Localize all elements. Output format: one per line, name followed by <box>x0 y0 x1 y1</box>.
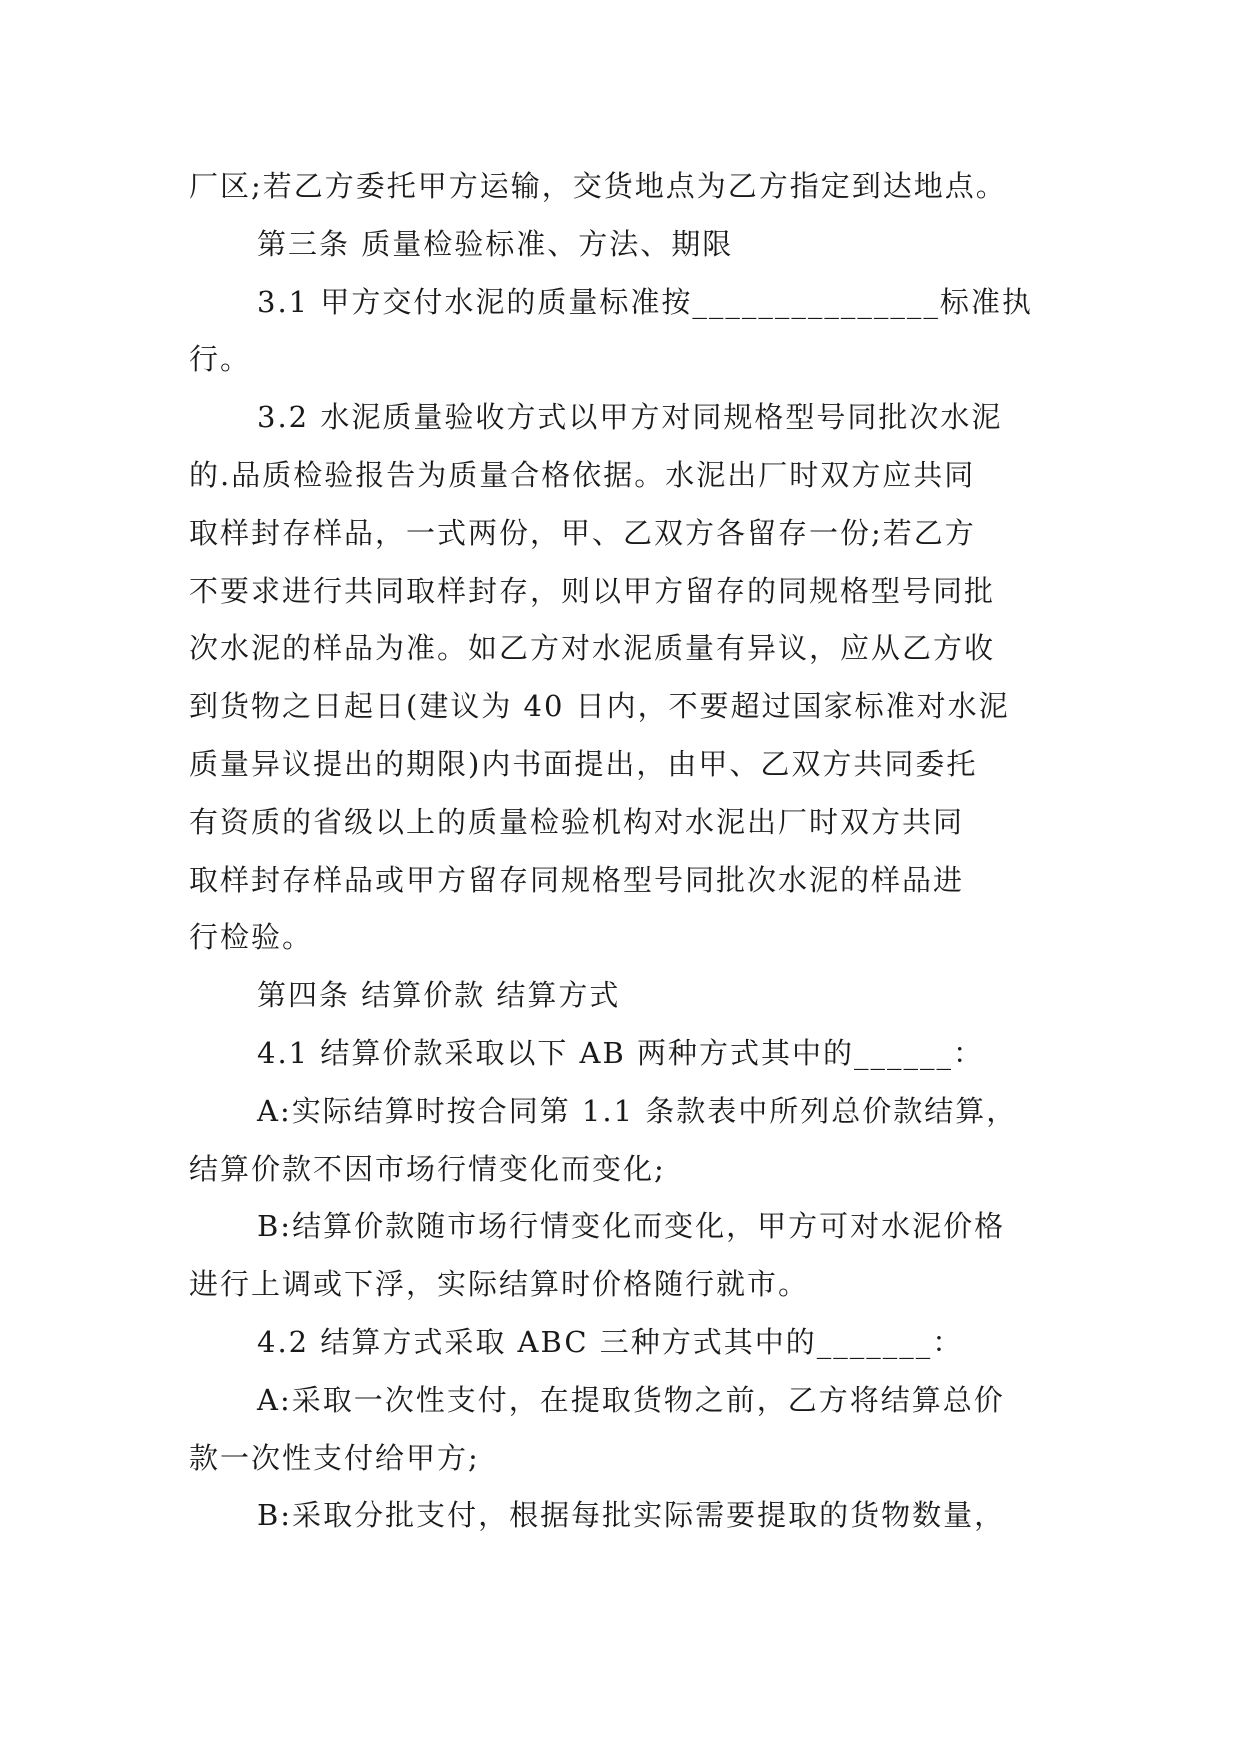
clause-3-1-line: 3.1 甲方交付水泥的质量标准按_______________标准执 <box>257 284 1033 319</box>
text-line: 结算价款不因市场行情变化而变化; <box>189 1151 666 1186</box>
section-heading-article-3: 第三条 质量检验标准、方法、期限 <box>257 226 734 261</box>
clause-3-2-line: 3.2 水泥质量验收方式以甲方对同规格型号同批次水泥 <box>257 400 1003 435</box>
text-line: 取样封存样品，一式两份，甲、乙双方各留存一份;若乙方 <box>189 515 976 550</box>
text-line: 不要求进行共同取样封存，则以甲方留存的同规格型号同批 <box>189 573 996 608</box>
text-line: 的.品质检验报告为质量合格依据。水泥出厂时双方应共同 <box>189 457 976 492</box>
text-line: 厂区;若乙方委托甲方运输，交货地点为乙方指定到达地点。 <box>189 169 1007 203</box>
clause-4-2-line: 4.2 结算方式采取 ABC 三种方式其中的_______： <box>257 1324 964 1359</box>
text-line: 次水泥的样品为准。如乙方对水泥质量有异议，应从乙方收 <box>189 631 996 666</box>
option-a-line: A:采取一次性支付，在提取货物之前，乙方将结算总价 <box>257 1382 1005 1417</box>
option-b-line: B:采取分批支付，根据每批实际需要提取的货物数量， <box>257 1498 1006 1533</box>
clause-4-1-line: 4.1 结算价款采取以下 AB 两种方式其中的______： <box>257 1035 985 1070</box>
text-line: 质量异议提出的期限)内书面提出，由甲、乙双方共同委托 <box>189 746 978 781</box>
text-line: 款一次性支付给甲方; <box>189 1440 480 1475</box>
text-line: 进行上调或下浮，实际结算时价格随行就市。 <box>189 1267 810 1302</box>
contract-body-text <box>189 158 1069 1545</box>
text-line: 行检验。 <box>189 920 314 955</box>
option-b-line: B:结算价款随市场行情变化而变化，甲方可对水泥价格 <box>257 1209 1006 1244</box>
text-line: 到货物之日起日(建议为 40 日内，不要超过国家标准对水泥 <box>189 689 1010 724</box>
section-heading-article-4: 第四条 结算价款 结算方式 <box>257 978 621 1013</box>
text-line: 取样封存样品或甲方留存同规格型号同批次水泥的样品进 <box>189 862 965 897</box>
text-line: 行。 <box>189 342 252 377</box>
option-a-line: A:实际结算时按合同第 1.1 条款表中所列总价款结算， <box>257 1093 1018 1128</box>
text-line: 有资质的省级以上的质量检验机构对水泥出厂时双方共同 <box>189 804 965 839</box>
